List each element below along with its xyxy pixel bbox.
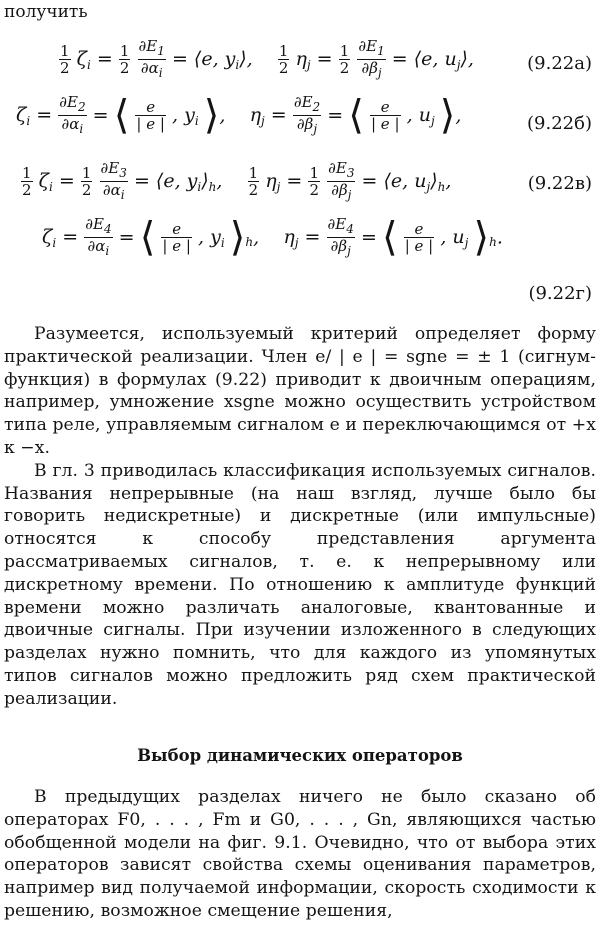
equation-label-9-22b: (9.22б): [527, 113, 592, 134]
equation-label-9-22v: (9.22в): [527, 173, 592, 194]
equation-label-9-22a: (9.22а): [527, 53, 592, 74]
equation-9-22g: $\zeta_i$ = $\frac{\partial E_4}{\partial\alpha_i}$ = ⟨ $\frac{e}{| e |}$ , $y_i$ $⟩_h$, $\eta_j$ = $\frac{\partial E_4}{\partial\beta_j}$ = ⟨ $\frac{e}{| e |}$ , $u_j$ $⟩_h$.: [42, 214, 503, 261]
lead-word: получить: [4, 2, 88, 22]
equation-9-22a: $\frac{1}{2}$ $\zeta_i$ = $\frac{1}{2}$ $\frac{\partial E_1}{\partial\alpha_i}$ = ⟨e, $y_i⟩$, $\frac{1}{2}$ $\eta_j$ = $\frac{1}{2}$ $\frac{\partial E_1}{\partial\beta_j}$ = ⟨e, $u_j⟩$,: [60, 37, 474, 80]
paragraph-3: В предыдущих разделах ничего не было сказано об операторах F0, . . . , Fm и G0, . . . , Gn, являющихся частью обобщенной модели на фиг. 9.1. Очевидно, что от выбора этих операторов зависят свойства схемы оценивания параметров, например вид получаемой информации, скорость сходимости к решению, возможное смещение решения,: [4, 787, 596, 921]
section-heading: Выбор динамических операторов: [137, 746, 463, 765]
equation-label-9-22g: (9.22г): [528, 283, 592, 304]
equation-9-22v: $\frac{1}{2}$ $\zeta_i$ = $\frac{1}{2}$ $\frac{\partial E_3}{\partial\alpha_i}$ = ⟨e, $y_i⟩_h$, $\frac{1}{2}$ $\eta_j$ = $\frac{1}{2}$ $\frac{\partial E_3}{\partial\beta_j}$ = ⟨e, $u_j⟩_h$,: [22, 159, 452, 202]
body-text: [4, 323, 596, 711]
paragraph-2: В гл. 3 приводилась классификация используемых сигналов. Названия непрерывные (на наш взгляд, лучше было бы говорить недискретные) и дискретные (или импульсные) относятся к способу представления аргумента рассматриваемых сигналов, т. е. к непрерывному или дискретному времени. По отношению к амплитуде функций времени можно различать аналоговые, квантованные и двоичные сигналы. При изучении изложенного в следующих разделах нужно помнить, что для каждого из упомянутых типов сигналов можно предложить ряд схем практической реализации.: [4, 460, 596, 709]
equation-9-22b: $\zeta_i$ = $\frac{\partial E_2}{\partial\alpha_i}$ = ⟨ $\frac{e}{| e |}$ , $y_i$ ⟩, $\eta_j$ = $\frac{\partial E_2}{\partial\beta_j}$ = ⟨ $\frac{e}{| e |}$ , $u_j$ ⟩,: [16, 92, 462, 139]
section-body: [4, 786, 596, 923]
paragraph-1: Разумеется, используемый критерий определяет форму практической реализации. Член e/ | e | = sgne = ± 1 (сигнум-функция) в формулах (9.22) приводит к двоичным операциям, например, умножение xsgne можно осуществить устройством типа реле, управляемым сигналом e и переключающимся от +x к −x.: [4, 324, 596, 458]
